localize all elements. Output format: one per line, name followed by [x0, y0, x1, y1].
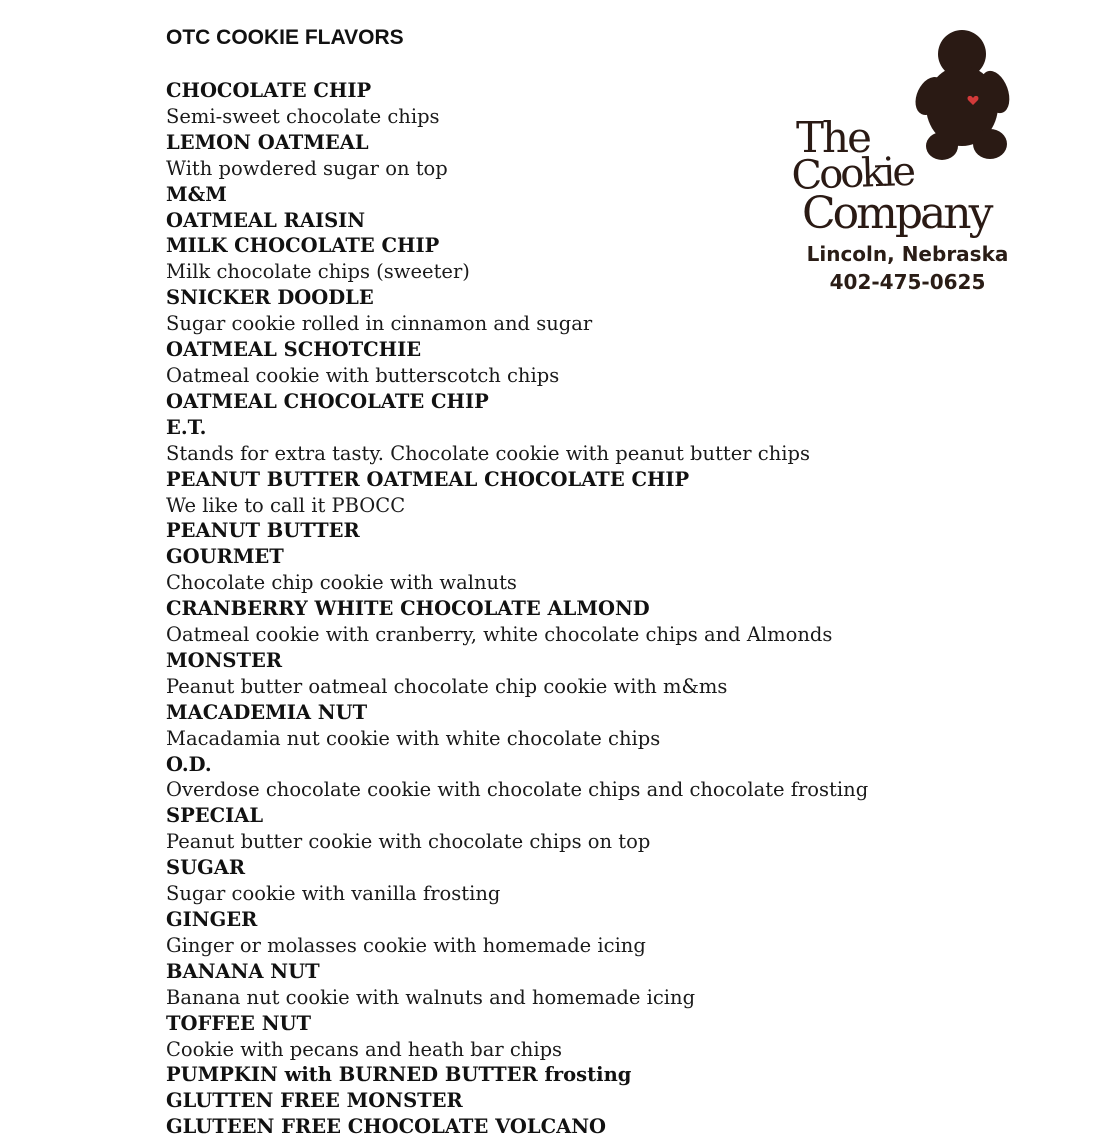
flavor-description: Macadamia nut cookie with white chocolate chips	[166, 726, 661, 750]
flavor-name: CHOCOLATE CHIP	[166, 79, 372, 102]
flavor-name: CRANBERRY WHITE CHOCOLATE ALMOND	[166, 597, 650, 621]
flavor-name: OATMEAL SCHOTCHIE	[166, 338, 422, 362]
flavor-name: O.D.	[166, 752, 212, 776]
flavor-description: Peanut butter oatmeal chocolate chip cookie with m&ms	[166, 674, 728, 698]
flavor-name: M&M	[166, 182, 227, 206]
logo-phone: 402-475-0625	[829, 270, 986, 294]
flavor-description: Banana nut cookie with walnuts and homemade icing	[166, 985, 696, 1009]
logo-location-text: Lincoln, Nebraska	[806, 242, 1009, 266]
flavor-description: Chocolate chip cookie with walnuts	[166, 571, 517, 595]
flavor-description: Peanut butter cookie with chocolate chips on top	[166, 830, 651, 854]
flavor-description: Milk chocolate chips (sweeter)	[166, 260, 470, 284]
flavor-description: Oatmeal cookie with cranberry, white chocolate chips and Almonds	[166, 623, 833, 647]
logo-contact	[780, 240, 1035, 296]
flavor-description: With powdered sugar on top	[166, 156, 448, 180]
flavor-name: GLUTEEN FREE CHOCOLATE VOLCANO	[166, 1115, 607, 1139]
gingerbread-bear-icon	[790, 24, 1025, 239]
flavor-name: GOURMET	[166, 545, 284, 569]
page-title: OTC COOKIE FLAVORS	[166, 26, 404, 49]
flavor-name: GINGER	[166, 908, 258, 931]
flavor-name: PEANUT BUTTER OATMEAL CHOCOLATE CHIP	[166, 467, 690, 491]
flavor-description: We like to call it PBOCC	[166, 493, 406, 517]
flavor-name: SNICKER DOODLE	[166, 286, 374, 310]
flavor-name: TOFFEE NUT	[166, 1011, 312, 1035]
flavor-description: Oatmeal cookie with butterscotch chips	[166, 363, 560, 387]
svg-text:Cookie: Cookie	[790, 148, 914, 199]
flavor-description: Ginger or molasses cookie with homemade icing	[166, 933, 646, 957]
svg-text:Company: Company	[802, 188, 991, 239]
flavor-name: MONSTER	[166, 648, 283, 672]
flavor-name: OATMEAL RAISIN	[166, 208, 366, 232]
flavor-description: Sugar cookie with vanilla frosting	[166, 882, 501, 906]
flavor-description: Cookie with pecans and heath bar chips	[166, 1037, 563, 1061]
flavor-description: Stands for extra tasty. Chocolate cookie with peanut butter chips	[166, 441, 811, 465]
flavor-name: BANANA NUT	[166, 959, 320, 983]
flavor-name: LEMON OATMEAL	[166, 130, 369, 154]
flavor-name: MACADEMIA NUT	[166, 700, 368, 724]
flavor-description: Sugar cookie rolled in cinnamon and sugar	[166, 312, 593, 336]
flavor-description: Overdose chocolate cookie with chocolate chips and chocolate frosting	[166, 778, 869, 802]
flavor-name: GLUTTEN FREE MONSTER	[166, 1089, 463, 1113]
svg-text:The: The	[796, 113, 870, 162]
flavor-name: SPECIAL	[166, 804, 264, 828]
flavor-name: MILK CHOCOLATE CHIP	[166, 234, 440, 258]
flavor-description: Semi-sweet chocolate chips	[166, 104, 440, 128]
flavor-name: PEANUT BUTTER	[166, 519, 360, 543]
flavor-name: SUGAR	[166, 856, 246, 880]
flavor-name: E.T.	[166, 415, 207, 439]
flavor-name: PUMPKIN with BURNED BUTTER frosting	[166, 1063, 632, 1087]
flavor-name: OATMEAL CHOCOLATE CHIP	[166, 389, 489, 413]
